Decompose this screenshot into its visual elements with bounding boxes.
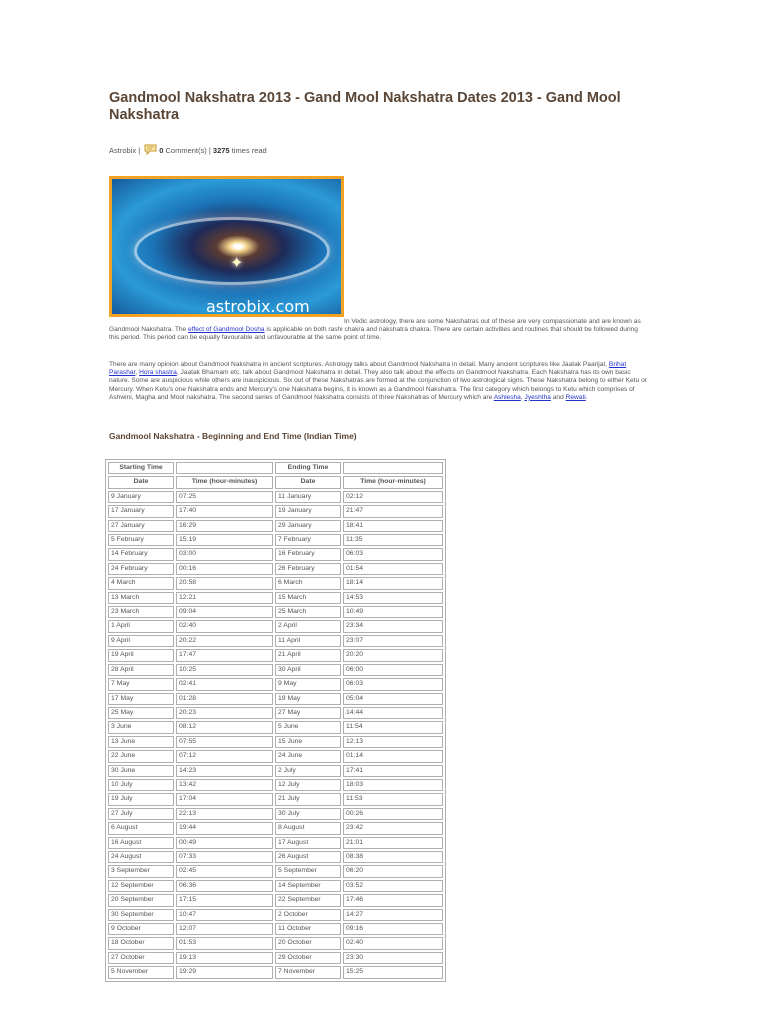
end-date-cell: 9 May — [275, 678, 341, 690]
body-text: , Jaatak Bharnam etc. talk about Gandmool Nakshatra in detail. They also talk about the effects on Gandmool Nakshatra. Each Nakshatra has its own basic nature. Some are auspicious while others are inauspicious. Six out of these Nakshatras are formed at the conjunction of two astrological signs. These Nakshatra belong to either Ketu or Mercury. When Ketu's one Nakshatra ends and Mercury's one Nakshatra begins, it is known as a Gandmool Nakshatra. The first category which belongs to Ketu which comprises of Ashwini, Magha and Mool nakshatra. The second series of Gandmool Nakshatra consists of three Nakshatras of Mercury which are — [109, 369, 647, 401]
end-time-cell: 10:49 — [343, 606, 443, 618]
start-time-cell: 03:00 — [176, 548, 273, 560]
table-row — [108, 837, 443, 849]
body-text: and — [550, 393, 566, 401]
link-jyeshtha[interactable]: Jyeshtha — [524, 393, 551, 401]
end-time-cell: 11:35 — [343, 534, 443, 546]
end-time-cell: 06:00 — [343, 664, 443, 676]
start-time-cell: 13:42 — [176, 779, 273, 791]
end-time-cell: 00:26 — [343, 808, 443, 820]
table-row — [108, 592, 443, 604]
table-row — [108, 851, 443, 863]
end-date-cell: 27 May — [275, 707, 341, 719]
end-date-cell: 8 August — [275, 822, 341, 834]
end-date-cell: 11 October — [275, 923, 341, 935]
table-row — [108, 620, 443, 632]
start-date-cell: 27 July — [108, 808, 174, 820]
end-date-cell: 22 September — [275, 894, 341, 906]
start-time-cell: 17:47 — [176, 649, 273, 661]
start-time-cell: 17:40 — [176, 505, 273, 517]
start-time-cell: 12:21 — [176, 592, 273, 604]
start-time-cell: 10:47 — [176, 909, 273, 921]
end-date-cell: 6 March — [275, 577, 341, 589]
author-name[interactable]: Astrobix — [109, 146, 137, 155]
header-starting-time: Starting Time — [108, 462, 174, 474]
link-ashlesha[interactable]: Ashlesha — [493, 393, 521, 401]
intro-text: is applicable on both rashi chakra and nakshatra chakra. There are certain activities and routines that should be followed during this period. This period can be equally favourable and unfavourable at the same point of time. — [109, 326, 638, 342]
table-row — [108, 808, 443, 820]
start-date-cell: 30 September — [108, 909, 174, 921]
end-time-cell: 14:27 — [343, 909, 443, 921]
start-date-cell: 19 April — [108, 649, 174, 661]
end-time-cell: 11:54 — [343, 721, 443, 733]
start-time-cell: 22:13 — [176, 808, 273, 820]
article-image — [109, 176, 344, 317]
start-time-cell: 02:40 — [176, 620, 273, 632]
start-time-cell: 20:22 — [176, 635, 273, 647]
body-text: . — [585, 393, 588, 401]
start-date-cell: 24 February — [108, 563, 174, 575]
start-date-cell: 6 August — [108, 822, 174, 834]
start-date-cell: 18 October — [108, 937, 174, 949]
end-date-cell: 2 April — [275, 620, 341, 632]
end-date-cell: 5 June — [275, 721, 341, 733]
table-row — [108, 793, 443, 805]
table-header-row — [108, 462, 443, 474]
hero-artwork — [112, 179, 341, 314]
start-date-cell: 9 April — [108, 635, 174, 647]
header-ending-time: Ending Time — [275, 462, 341, 474]
start-date-cell: 28 April — [108, 664, 174, 676]
start-date-cell: 5 November — [108, 966, 174, 978]
start-date-cell: 13 June — [108, 736, 174, 748]
table-row — [108, 520, 443, 532]
start-time-cell: 19:44 — [176, 822, 273, 834]
start-date-cell: 27 January — [108, 520, 174, 532]
end-date-cell: 5 September — [275, 865, 341, 877]
table-row — [108, 750, 443, 762]
table-row — [108, 894, 443, 906]
start-date-cell: 5 February — [108, 534, 174, 546]
image-watermark: astrobix.com — [206, 297, 310, 314]
start-date-cell: 22 June — [108, 750, 174, 762]
end-time-cell: 18:03 — [343, 779, 443, 791]
views-count: 3275 — [212, 146, 230, 155]
comments-count[interactable]: 0 — [159, 146, 164, 155]
start-time-cell: 10:25 — [176, 664, 273, 676]
start-date-cell: 4 March — [108, 577, 174, 589]
end-time-cell: 01:14 — [343, 750, 443, 762]
header-end-date: Date — [275, 476, 341, 488]
end-time-cell: 12:13 — [343, 736, 443, 748]
end-time-cell: 01:54 — [343, 563, 443, 575]
end-date-cell: 2 July — [275, 765, 341, 777]
body-text: , — [520, 393, 525, 401]
start-time-cell: 20:58 — [176, 577, 273, 589]
end-date-cell: 21 April — [275, 649, 341, 661]
end-time-cell: 06:03 — [343, 678, 443, 690]
table-row — [108, 678, 443, 690]
start-time-cell: 09:04 — [176, 606, 273, 618]
table-row — [108, 548, 443, 560]
article-meta — [109, 144, 267, 157]
start-date-cell: 12 September — [108, 880, 174, 892]
start-date-cell: 24 August — [108, 851, 174, 863]
end-time-cell: 14:53 — [343, 592, 443, 604]
end-time-cell: 09:16 — [343, 923, 443, 935]
end-date-cell: 12 July — [275, 779, 341, 791]
start-time-cell: 01:53 — [176, 937, 273, 949]
table-row — [108, 779, 443, 791]
end-date-cell: 24 June — [275, 750, 341, 762]
end-time-cell: 11:53 — [343, 793, 443, 805]
header-start-date: Date — [108, 476, 174, 488]
end-time-cell: 06:20 — [343, 865, 443, 877]
table-row — [108, 491, 443, 503]
table-heading: Gandmool Nakshatra - Beginning and End Time (Indian Time) — [109, 431, 357, 441]
start-date-cell: 10 July — [108, 779, 174, 791]
start-time-cell: 15:19 — [176, 534, 273, 546]
start-time-cell: 14:23 — [176, 765, 273, 777]
end-time-cell: 06:03 — [343, 548, 443, 560]
start-time-cell: 08:12 — [176, 721, 273, 733]
start-time-cell: 02:41 — [176, 678, 273, 690]
table-row — [108, 880, 443, 892]
end-date-cell: 26 February — [275, 563, 341, 575]
header-blank — [176, 462, 273, 474]
start-date-cell: 9 January — [108, 491, 174, 503]
table-row — [108, 577, 443, 589]
table-row — [108, 937, 443, 949]
start-time-cell: 07:12 — [176, 750, 273, 762]
end-date-cell: 19 May — [275, 693, 341, 705]
start-date-cell: 3 September — [108, 865, 174, 877]
comments-label[interactable]: Comment(s) — [165, 146, 207, 155]
start-time-cell: 17:04 — [176, 793, 273, 805]
end-date-cell: 30 April — [275, 664, 341, 676]
article-title: Gandmool Nakshatra 2013 - Gand Mool Nakshatra Dates 2013 - Gand Mool Nakshatra — [109, 90, 621, 123]
end-time-cell: 05:04 — [343, 693, 443, 705]
start-time-cell: 19:29 — [176, 966, 273, 978]
table-row — [108, 865, 443, 877]
end-time-cell: 23:34 — [343, 620, 443, 632]
end-time-cell: 08:38 — [343, 851, 443, 863]
views-label: times read — [231, 146, 267, 155]
intro-paragraph — [109, 318, 649, 343]
table-row — [108, 966, 443, 978]
end-time-cell: 02:12 — [343, 491, 443, 503]
meta-separator: | — [138, 146, 141, 155]
start-date-cell: 9 October — [108, 923, 174, 935]
start-time-cell: 16:29 — [176, 520, 273, 532]
start-time-cell: 12:07 — [176, 923, 273, 935]
end-date-cell: 7 February — [275, 534, 341, 546]
end-time-cell: 17:41 — [343, 765, 443, 777]
table-row — [108, 765, 443, 777]
start-time-cell: 07:25 — [176, 491, 273, 503]
table-row — [108, 649, 443, 661]
start-time-cell: 19:13 — [176, 952, 273, 964]
end-time-cell: 18:41 — [343, 520, 443, 532]
star-icon: ✦ — [230, 255, 244, 272]
speech-bubble-icon — [144, 144, 157, 157]
end-date-cell: 20 October — [275, 937, 341, 949]
start-time-cell: 00:49 — [176, 837, 273, 849]
start-date-cell: 27 October — [108, 952, 174, 964]
start-time-cell: 06:36 — [176, 880, 273, 892]
end-date-cell: 11 January — [275, 491, 341, 503]
header-blank — [343, 462, 443, 474]
start-date-cell: 20 September — [108, 894, 174, 906]
table-row — [108, 923, 443, 935]
nakshatra-times-table — [105, 459, 446, 982]
end-time-cell: 20:20 — [343, 649, 443, 661]
link-hora-shastra[interactable]: Hora shastra — [139, 369, 177, 377]
end-time-cell: 23:42 — [343, 822, 443, 834]
body-text: There are many opinion about Gandmool Nakshatra in ancient scriptures. Astrology talks about Gandmool Nakshatra in detail. Many ancient scriptures like Jaatak Paarijat, — [109, 361, 609, 368]
start-time-cell: 02:45 — [176, 865, 273, 877]
start-date-cell: 1 April — [108, 620, 174, 632]
end-date-cell: 29 October — [275, 952, 341, 964]
end-date-cell: 11 April — [275, 635, 341, 647]
table-row — [108, 721, 443, 733]
table-row — [108, 534, 443, 546]
meta-separator: | — [208, 146, 211, 155]
start-date-cell: 17 January — [108, 505, 174, 517]
start-date-cell: 14 February — [108, 548, 174, 560]
table-row — [108, 736, 443, 748]
intro-text: In Vedic astrology, there are some Nakshatras out of these are very compassionate and are known as Gandmool Nakshatra. The — [109, 318, 641, 334]
start-date-cell: 7 May — [108, 678, 174, 690]
end-date-cell: 7 November — [275, 966, 341, 978]
end-date-cell: 15 June — [275, 736, 341, 748]
table-row — [108, 909, 443, 921]
start-time-cell: 17:15 — [176, 894, 273, 906]
table-row — [108, 635, 443, 647]
table-row — [108, 693, 443, 705]
start-time-cell: 20:23 — [176, 707, 273, 719]
start-date-cell: 16 August — [108, 837, 174, 849]
header-end-time: Time (hour-minutes) — [343, 476, 443, 488]
end-time-cell: 23:07 — [343, 635, 443, 647]
table-row — [108, 563, 443, 575]
end-date-cell: 19 January — [275, 505, 341, 517]
end-time-cell: 23:30 — [343, 952, 443, 964]
end-time-cell: 15:25 — [343, 966, 443, 978]
table-header-row — [108, 476, 443, 488]
end-time-cell: 14:44 — [343, 707, 443, 719]
end-date-cell: 29 January — [275, 520, 341, 532]
end-time-cell: 03:52 — [343, 880, 443, 892]
start-date-cell: 3 June — [108, 721, 174, 733]
end-date-cell: 30 July — [275, 808, 341, 820]
header-start-time: Time (hour-minutes) — [176, 476, 273, 488]
link-effect-of-gandmool-dosha[interactable]: effect of Gandmool Dosha — [188, 326, 265, 334]
body-paragraph — [109, 361, 649, 402]
start-time-cell: 07:33 — [176, 851, 273, 863]
table-row — [108, 822, 443, 834]
start-date-cell: 25 May — [108, 707, 174, 719]
start-date-cell: 23 March — [108, 606, 174, 618]
end-time-cell: 21:47 — [343, 505, 443, 517]
link-rewati[interactable]: Rewati — [565, 393, 586, 401]
start-time-cell: 01:28 — [176, 693, 273, 705]
zodiac-eye-graphic — [134, 217, 330, 285]
table-row — [108, 707, 443, 719]
start-time-cell: 07:55 — [176, 736, 273, 748]
start-date-cell: 30 June — [108, 765, 174, 777]
end-date-cell: 2 October — [275, 909, 341, 921]
end-time-cell: 21:01 — [343, 837, 443, 849]
table-row — [108, 952, 443, 964]
start-date-cell: 17 May — [108, 693, 174, 705]
end-date-cell: 25 March — [275, 606, 341, 618]
end-date-cell: 16 February — [275, 548, 341, 560]
link-brihat-parashar[interactable]: Brihat Parashar — [109, 361, 627, 377]
end-date-cell: 17 August — [275, 837, 341, 849]
end-date-cell: 15 March — [275, 592, 341, 604]
table-row — [108, 505, 443, 517]
end-time-cell: 18:14 — [343, 577, 443, 589]
table-row — [108, 606, 443, 618]
end-time-cell: 02:40 — [343, 937, 443, 949]
start-date-cell: 13 March — [108, 592, 174, 604]
end-date-cell: 14 September — [275, 880, 341, 892]
body-text: , — [135, 369, 140, 377]
start-date-cell: 19 July — [108, 793, 174, 805]
end-date-cell: 26 August — [275, 851, 341, 863]
end-time-cell: 17:46 — [343, 894, 443, 906]
end-date-cell: 21 July — [275, 793, 341, 805]
table-row — [108, 664, 443, 676]
start-time-cell: 00:16 — [176, 563, 273, 575]
